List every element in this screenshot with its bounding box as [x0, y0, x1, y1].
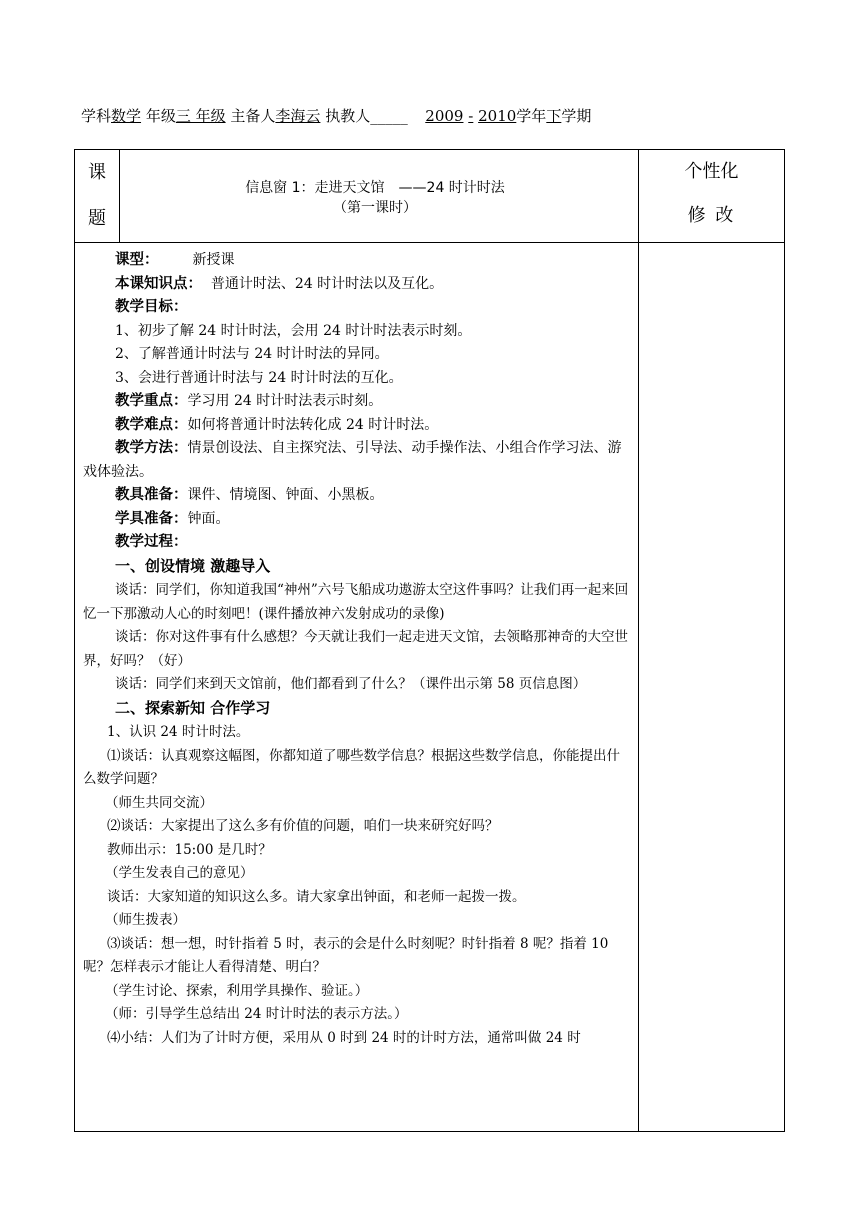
paragraph-9: （学生发表自己的意见）: [105, 865, 254, 881]
paragraph-14: （师：引导学生总结出 24 时计时法的表示方法。）: [105, 1006, 408, 1022]
type-value: 新授课: [192, 252, 235, 268]
section-1-heading: 一、创设情境 激趣导入: [115, 556, 271, 575]
paragraph-15: ⑷小结：人们为了计时方便，采用从 0 时到 24 时的计时方法，通常叫做 24 时: [107, 1029, 581, 1046]
lesson-title: 信息窗 1：走进天文馆 ——24 时计时法: [245, 180, 505, 196]
knowledge-value: 普通计时法、24 时计时法以及互化。: [210, 275, 444, 292]
subject-value: 数学: [111, 107, 142, 125]
type-label: 课型：: [115, 252, 159, 268]
paragraph-11: （师生拨表）: [105, 912, 186, 928]
paragraph-4: 1、认识 24 时计时法。: [107, 724, 250, 740]
paragraph-13: （学生讨论、探索，利用学具操作、验证。）: [105, 982, 369, 999]
key-value: 学习用 24 时计时法表示时刻。: [187, 393, 383, 409]
goals-label: 教学目标：: [115, 299, 188, 315]
paragraph-1: 谈话：同学们，你知道我国“神州”六号飞船成功遨游太空这件事吗？让我们再一起来回忆一下那激动人心的时刻吧！(课件播放神六发射成功的录像): [83, 582, 629, 622]
method-label: 教学方法：: [115, 440, 188, 456]
process-label: 教学过程：: [115, 534, 188, 550]
teacher-label: 执教人: [325, 107, 371, 125]
paragraph-5: ⑴谈话：认真观察这幅图，你都知道了哪些数学信息？根据这些数学信息，你能提出什么数学问题？: [83, 747, 620, 787]
preparer-label: 主备人: [230, 107, 276, 125]
knowledge-label: 本课知识点：: [115, 275, 202, 292]
teacher-value: _____: [370, 107, 408, 125]
key-label: 教学重点：: [115, 393, 188, 409]
content-row: [75, 243, 785, 1132]
tools-value: 课件、情境图、钟面、小黑板。: [187, 487, 384, 503]
personalization-label: 个性化: [684, 161, 739, 182]
topic-label-cell: [75, 150, 120, 243]
lesson-subtitle: （第一课时）: [333, 200, 417, 216]
paragraph-7: ⑵谈话：大家提出了这么多有价值的问题，咱们一块来研究好吗？: [107, 818, 499, 834]
grade-label: 年级: [145, 107, 176, 125]
student-tools-value: 钟面。: [187, 510, 230, 527]
paragraph-2: 谈话：你对这件事有什么感想？今天就让我们一起走进天文馆，去领略那神奇的大空世界，好吗？（好）: [83, 629, 628, 669]
difficulty-label: 教学难点：: [115, 416, 188, 433]
paragraph-12: ⑶谈话：想一想，时针指着 5 时，表示的会是什么时刻呢？时针指着 8 呢？指着 10 呢？怎样表示才能让人看得清楚、明白？: [83, 935, 609, 975]
paragraph-6: （师生共同交流）: [105, 794, 213, 811]
personalization-header-cell: [639, 150, 785, 243]
lesson-plan-table: [74, 149, 785, 1132]
tools-label: 教具准备：: [115, 487, 188, 503]
title-row: [75, 150, 785, 243]
personalization-cell: [639, 243, 785, 1132]
goal-3: 3、会进行普通计时法与 24 时计时法的互化。: [115, 369, 403, 386]
method-value: 情景创设法、自主探究法、引导法、动手操作法、小组合作学习法、游戏体验法。: [83, 440, 622, 480]
document-header: [81, 104, 781, 128]
year-start: 2009: [425, 107, 464, 125]
goal-1: 1、初步了解 24 时计时法，会用 24 时计时法表示时刻。: [115, 322, 472, 339]
subject-label: 学科: [81, 107, 112, 125]
content-cell: [75, 243, 639, 1132]
modify-label: 修 改: [687, 205, 736, 226]
grade-value: 三 年级: [175, 107, 226, 125]
section-2-heading: 二、探索新知 合作学习: [115, 698, 271, 717]
goal-2: 2、了解普通计时法与 24 时计时法的异同。: [115, 346, 389, 362]
semester-label: 学期: [561, 107, 592, 125]
semester-value: 下: [546, 107, 562, 125]
paragraph-8: 教师出示：15:00 是几时？: [107, 841, 272, 858]
year-sep: -: [468, 107, 474, 125]
paragraph-3: 谈话：同学们来到天文馆前，他们都看到了什么？（课件出示第 58 页信息图）: [115, 676, 587, 692]
difficulty-value: 如何将普通计时法转化成 24 时计时法。: [187, 416, 439, 433]
year-end: 2010: [478, 107, 517, 125]
topic-label-1: 课: [88, 162, 106, 183]
topic-title-cell: [120, 150, 639, 243]
preparer-value: 李海云: [275, 107, 321, 125]
paragraph-10: 谈话：大家知道的知识这么多。请大家拿出钟面，和老师一起拨一拨。: [107, 888, 526, 905]
topic-label-2: 题: [88, 208, 106, 229]
student-tools-label: 学具准备：: [115, 510, 188, 527]
year-label: 学年: [516, 107, 547, 125]
